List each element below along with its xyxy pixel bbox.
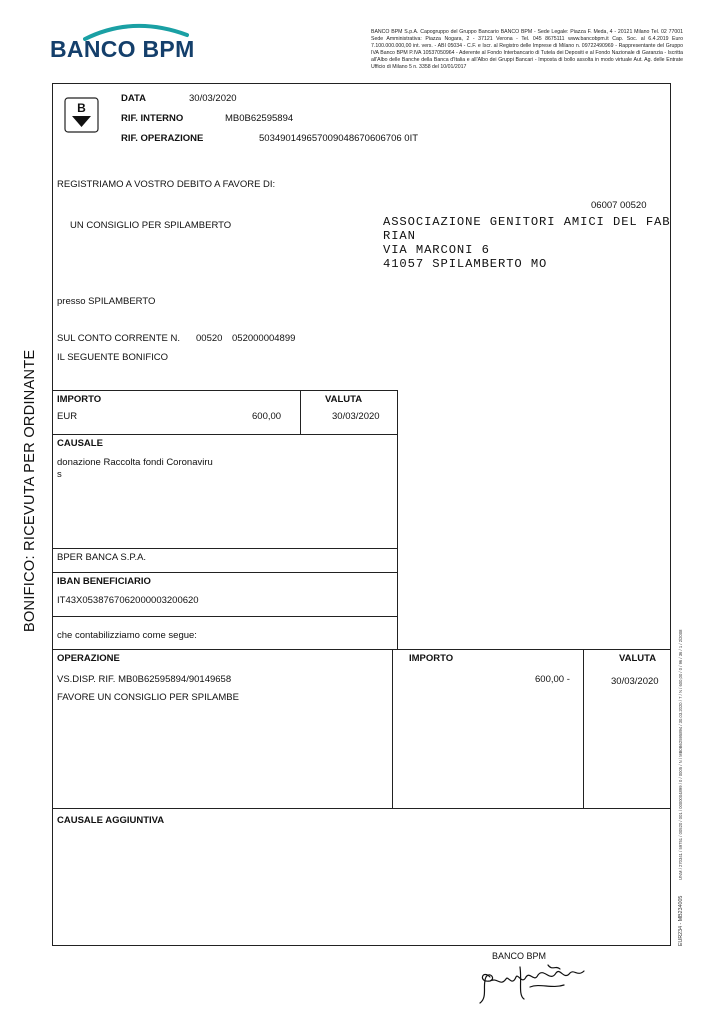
operation-line-2: FAVORE UN CONSIGLIO PER SPILAMBE bbox=[57, 692, 239, 703]
side-small-text: UNM / 270341 / 59751 / 00520 / 001 / 0000004899 / 0 / 0005 / N / MB0B62595894 / 30.03.2020 / 7 / N / 600,00 / 0 / 96 / 36 / 1 / 2/2008 bbox=[678, 629, 683, 880]
importo-amount: 600,00 bbox=[252, 411, 282, 422]
beneficiary-name: UN CONSIGLIO PER SPILAMBERTO bbox=[70, 220, 232, 231]
valuta-date: 30/03/2020 bbox=[332, 411, 380, 422]
address-line-1: ASSOCIAZIONE GENITORI AMICI DEL FAB bbox=[383, 215, 671, 229]
importo-label: IMPORTO bbox=[57, 394, 102, 405]
logo-text: BANCO BPM bbox=[50, 36, 195, 62]
col-valuta: VALUTA bbox=[619, 653, 657, 664]
address-line-2: RIAN bbox=[383, 229, 416, 243]
contabilizziamo-text: che contabilizziamo come segue: bbox=[57, 630, 197, 641]
svg-text:BANCO BPM: BANCO BPM bbox=[492, 951, 547, 961]
iban-label: IBAN BENEFICIARIO bbox=[57, 576, 151, 587]
causale-label: CAUSALE bbox=[57, 438, 103, 449]
rif-interno-label: RIF. INTERNO bbox=[121, 113, 184, 124]
col-importo: IMPORTO bbox=[409, 653, 454, 664]
account-branch: 00520 bbox=[196, 333, 223, 344]
seguente-text: IL SEGUENTE BONIFICO bbox=[57, 352, 169, 363]
valuta-label: VALUTA bbox=[325, 394, 363, 405]
operation-line-1: VS.DISP. RIF. MB0B62595894/90149658 bbox=[57, 674, 232, 685]
account-label: SUL CONTO CORRENTE N. bbox=[57, 333, 180, 344]
beneficiary-code: 06007 00520 bbox=[591, 200, 647, 211]
legal-header-text: BANCO BPM S.p.A. Capogruppo del Gruppo Bancario BANCO BPM - Sede Legale: Piazza F. Meda, 4 - 20121 Milano Tel. 02 77001 Sede Amministrativa: Piazza Nogara, 2 - 37121 Verona - Tel. 045 8675111 www.bancobpm.it Cap. Soc. al 6.4.2019 Euro 7.100.000.000,00 int. vers. - ABI 05034 - C.F. e Iscr. al Registro delle Imprese di Milano n. 09722490969 - Rappresentante del Gruppo IVA Banco BPM P.IVA 10537050964 - Aderente al Fondo Interbancario di Tutela dei Depositi e al Fondo Nazionale di Garanzia - Iscritta all'Albo delle Banche della Banca d'Italia e all'Albo dei Gruppi Bancari - Imposta di bollo assolta in modo virtuale Aut. Ag. delle Entrate Ufficio di Milano 5 n. 3358 del 10/01/2017 bbox=[371, 29, 683, 70]
address-line-4: 41057 SPILAMBERTO MO bbox=[383, 257, 548, 271]
operation-amount: 600,00 - bbox=[535, 674, 570, 685]
rif-interno-value: MB0B62595894 bbox=[225, 113, 294, 124]
signature bbox=[460, 947, 595, 1017]
operation-date: 30/03/2020 bbox=[611, 676, 659, 687]
rif-operazione-label: RIF. OPERAZIONE bbox=[121, 133, 204, 144]
svg-text:B: B bbox=[77, 101, 86, 115]
iban-value: IT43X0538767062000003200620 bbox=[57, 595, 199, 606]
side-title: BONIFICO: RICEVUTA PER ORDINANTE bbox=[22, 349, 38, 632]
intro-text: REGISTRIAMO A VOSTRO DEBITO A FAVORE DI: bbox=[57, 179, 276, 190]
address-line-3: VIA MARCONI 6 bbox=[383, 243, 490, 257]
causale-aggiuntiva-label: CAUSALE AGGIUNTIVA bbox=[57, 815, 165, 826]
presso-text: presso SPILAMBERTO bbox=[57, 296, 156, 307]
causale-line-1: donazione Raccolta fondi Coronaviru bbox=[57, 457, 213, 468]
rif-operazione-value: 503490149657009048670606706 0IT bbox=[259, 133, 419, 144]
data-value: 30/03/2020 bbox=[189, 93, 237, 104]
data-label: DATA bbox=[121, 93, 146, 104]
bank-name: BPER BANCA S.P.A. bbox=[57, 552, 147, 563]
bonifico-b-icon bbox=[64, 97, 99, 138]
col-operazione: OPERAZIONE bbox=[57, 653, 120, 664]
account-number: 052000004899 bbox=[232, 333, 296, 344]
side-code: EUR234 - MB234005 bbox=[678, 895, 684, 946]
importo-currency: EUR bbox=[57, 411, 78, 422]
causale-line-2: s bbox=[57, 469, 62, 480]
